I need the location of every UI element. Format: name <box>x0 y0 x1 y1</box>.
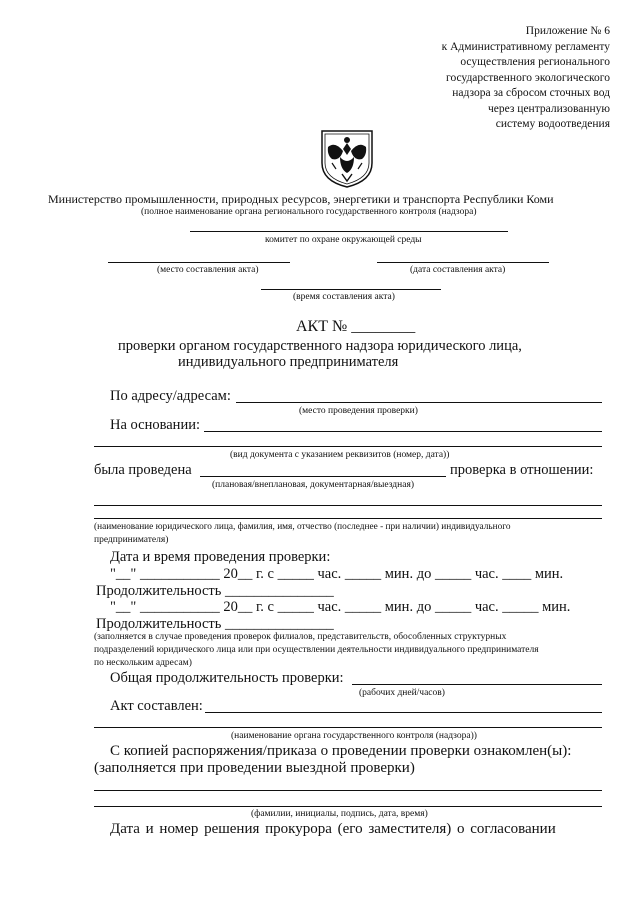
total-label: Общая продолжительность проверки: <box>110 670 344 686</box>
basis-label: На основании: <box>110 417 200 433</box>
copy-line-2: (заполняется при проведении выездной проверки) <box>94 760 415 776</box>
act-title: АКТ № ________ <box>296 318 416 335</box>
compiled-field-2[interactable] <box>94 727 602 728</box>
ministry-caption: (полное наименование органа регионального государственного контроля (надзора) <box>141 207 477 217</box>
duration-label-1[interactable]: Продолжительность _______________ <box>96 583 334 599</box>
place-caption: (место составления акта) <box>157 265 259 275</box>
basis-caption: (вид документа с указанием реквизитов (номер, дата)) <box>230 450 450 460</box>
datetime-row-2[interactable]: "__" ___________ 20__ г. с _____ час. _____ мин. до _____ час. _____ мин. <box>110 599 571 615</box>
total-caption: (рабочих дней/часов) <box>359 688 445 698</box>
datetime-row-1[interactable]: "__" ___________ 20__ г. с _____ час. _____ мин. до _____ час. ____ мин. <box>110 566 564 582</box>
compiled-label: Акт составлен: <box>110 698 203 714</box>
branch-note-2: подразделений юридического лица или при осуществлении деятельности индивидуального предпринимателя <box>94 645 539 655</box>
appendix-line: надзора за сбросом сточных вод <box>452 87 610 99</box>
appendix-line: осуществления регионального <box>460 56 610 68</box>
appendix-line: государственного экологического <box>446 71 610 84</box>
entity-field-2[interactable] <box>94 518 602 519</box>
compiled-caption: (наименование органа государственного контроля (надзора)) <box>231 731 477 741</box>
appendix-line: систему водоотведения <box>495 118 610 130</box>
appendix-line: к Административному регламенту <box>441 40 610 53</box>
address-label: По адресу/адресам: <box>110 388 231 404</box>
committee-name: комитет по охране окружающей среды <box>265 235 422 245</box>
time-caption: (время составления акта) <box>293 292 395 302</box>
date-line <box>377 262 549 263</box>
appendix-block <box>442 24 610 133</box>
time-line <box>261 289 441 290</box>
total-field[interactable] <box>352 684 602 685</box>
address-field[interactable] <box>236 402 602 403</box>
branch-note-1: (заполняется в случае проведения проверок филиалов, представительств, обособленных структурных <box>94 632 507 642</box>
branch-note-3: по нескольким адресам) <box>94 658 192 668</box>
prosecutor-line: Дата и номер решения прокурора (его заместителя) о согласовании <box>110 821 556 837</box>
copy-line-1: С копией распоряжения/приказа о проведении проверки ознакомлен(ы): <box>110 743 572 759</box>
ministry-name: Министерство промышленности, природных ресурсов, энергетики и транспорта Республики Коми <box>48 192 554 206</box>
copy-caption: (фамилии, инициалы, подпись, дата, время) <box>251 809 428 819</box>
date-caption: (дата составления акта) <box>410 265 506 275</box>
duration-label-2[interactable]: Продолжительность _______________ <box>96 616 334 632</box>
appendix-line: Приложение № 6 <box>525 25 610 37</box>
basis-field[interactable] <box>204 431 602 432</box>
entity-caption-2: предпринимателя) <box>94 535 169 545</box>
coat-of-arms-komi-icon <box>318 127 376 189</box>
conducted-suffix: проверка в отношении: <box>450 462 594 478</box>
datetime-label: Дата и время проведения проверки: <box>110 549 331 565</box>
appendix-line: через централизованную <box>488 102 610 115</box>
act-subtitle-1: проверки органом государственного надзора юридического лица, <box>118 338 522 354</box>
act-subtitle-2: индивидуального предпринимателя <box>178 354 399 370</box>
place-line <box>108 262 290 263</box>
entity-field[interactable] <box>94 505 602 506</box>
copy-field-2[interactable] <box>94 806 602 807</box>
conducted-caption: (плановая/внеплановая, документарная/выездная) <box>212 480 414 490</box>
address-caption: (место проведения проверки) <box>299 406 418 416</box>
basis-field-2[interactable] <box>94 446 602 447</box>
copy-field[interactable] <box>94 790 602 791</box>
entity-caption-1: (наименование юридического лица, фамилия, имя, отчество (последнее - при наличии) индивидуального <box>94 522 511 532</box>
conducted-label: была проведена <box>94 462 192 478</box>
compiled-field[interactable] <box>205 712 602 713</box>
committee-line <box>190 231 508 232</box>
conducted-field[interactable] <box>200 476 446 477</box>
